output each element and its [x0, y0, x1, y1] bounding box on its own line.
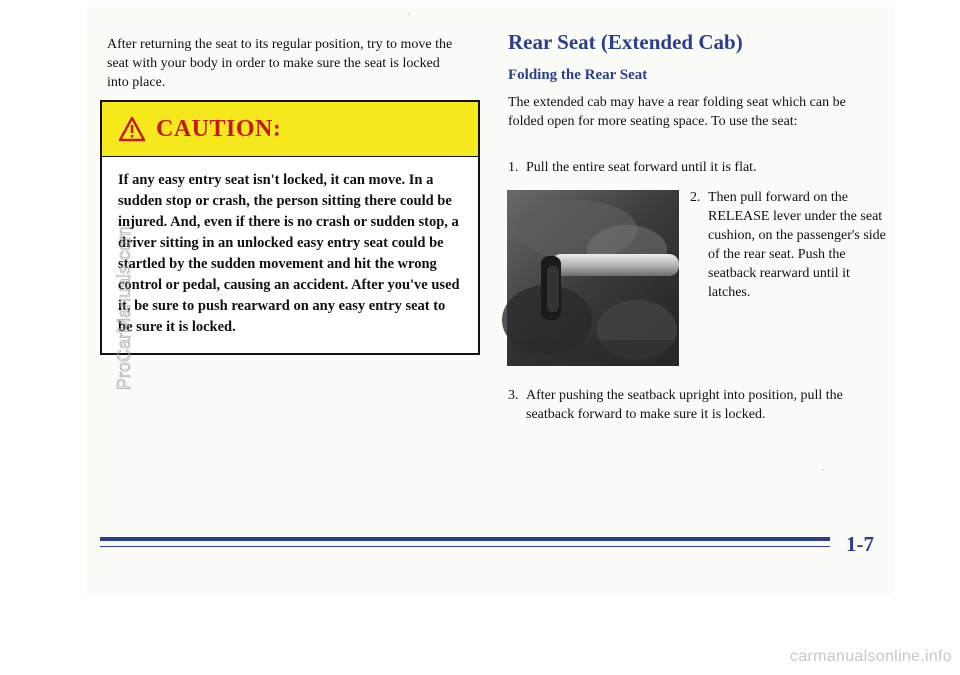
subsection-title: Folding the Rear Seat	[508, 67, 648, 83]
footer-rule-thin	[100, 546, 830, 547]
step-number: 2.	[690, 190, 701, 205]
scan-mark: .	[822, 462, 825, 472]
footer-rule-thick	[100, 537, 830, 541]
folding-intro-paragraph: The extended cab may have a rear folding seat which can be folded open for more seating space. To use the seat:	[508, 95, 846, 129]
footer-site-link[interactable]: carmanualsonline.info	[790, 648, 952, 665]
caution-box	[100, 100, 480, 355]
watermark-text: ProCarManuals.com	[114, 225, 134, 390]
step-text: Then pull forward on the RELEASE lever under the seat cushion, on the passenger's side of the rear seat. Push the seatback rearward until it latches.	[708, 190, 886, 300]
seat-release-lever-photo	[507, 190, 679, 366]
caution-text: If any easy entry seat isn't locked, it can move. In a sudden stop or crash, the person sitting there could be injured. And, even if there is no crash or sudden stop, a driver sitting in an unlocked easy entry seat could be startled by the sudden movement and hit the wrong control or pedal, causing an accident. After you've used it, be sure to push rearward on any easy entry seat to be sure it is locked.	[118, 172, 460, 335]
step-number: 1.	[508, 160, 519, 175]
watermark	[0, 200, 134, 400]
step-number: 3.	[508, 388, 519, 403]
scan-mark: ‚	[408, 6, 410, 16]
page-number: 1-7	[846, 532, 874, 556]
section-title: Rear Seat (Extended Cab)	[508, 30, 743, 54]
step-text: After pushing the seatback upright into position, pull the seatback forward to make sure it is locked.	[526, 388, 843, 422]
caution-title: CAUTION:	[156, 115, 282, 142]
seat-lock-paragraph: After returning the seat to its regular position, try to move the seat with your body in order to make sure the seat is locked into place.	[107, 37, 453, 90]
warning-triangle-icon	[118, 116, 146, 142]
step-text: Pull the entire seat forward until it is flat.	[526, 160, 757, 175]
caution-header	[102, 102, 478, 157]
